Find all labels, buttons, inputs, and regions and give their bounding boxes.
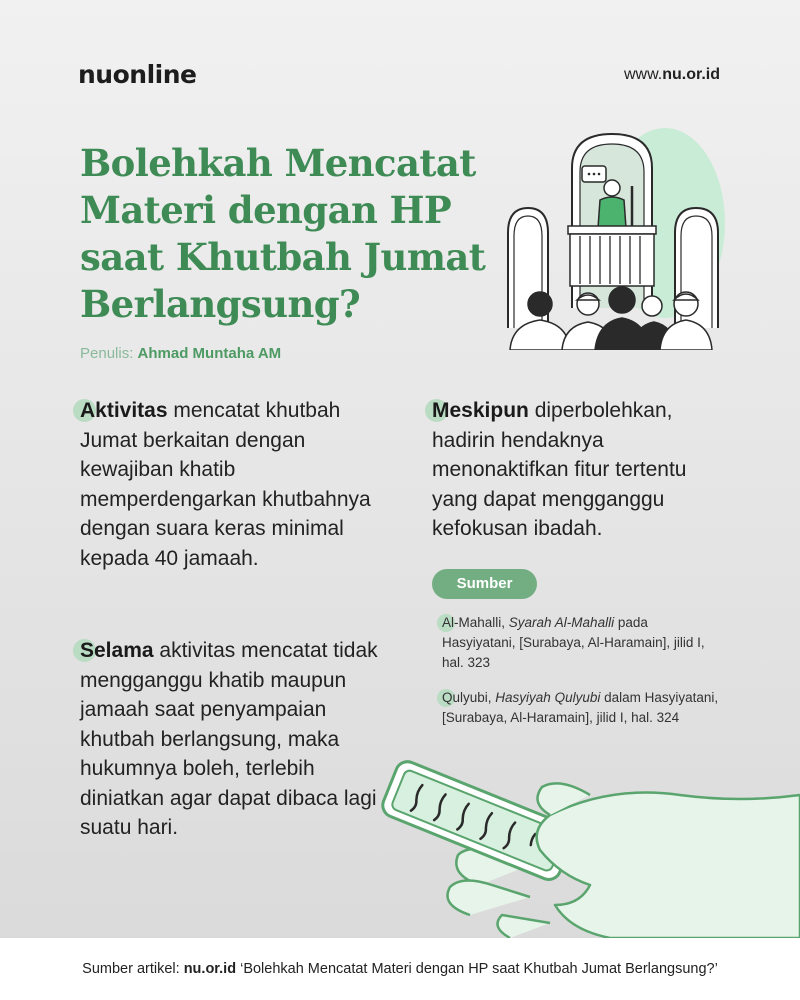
footer-label: Sumber artikel: [82,961,180,977]
footer-source [0,938,800,1000]
source-item [442,613,722,673]
paragraph-advice [432,396,732,544]
site-url-domain: nu.or.id [662,66,720,83]
page-title: Bolehkah Mencatat Materi dengan HP saat Khutbah Jumat Berlangsung? [80,141,486,326]
paragraph-activity [80,396,400,573]
site-url-prefix: www. [623,66,663,83]
paragraph-lead: Selama [80,639,154,662]
source-lead: Q [442,690,453,705]
source-author: ulyubi, [452,690,496,705]
paragraph-text: aktivitas mencatat tidak mengganggu khatib maupun jamaah saat penyampaian khutbah berlangsung, maka hukumnya boleh, terlebih diniatkan agar dapat dibaca lagi suatu hari. [80,639,378,839]
footer-article-title: ‘Bolehkah Mencatat Materi dengan HP saat Khutbah Jumat Berlangsung?’ [240,961,718,977]
nuonline-logo: nuonline [78,60,197,89]
source-book: Hasyiyah Qulyubi [495,690,601,705]
source-author: -Mahalli, [454,615,509,630]
khutbah-illustration [500,128,725,350]
author-label: Penulis: [80,345,134,362]
paragraph-text: mencatat khutbah Jumat berkaitan dengan kewajiban khatib memperdengarkan khutbahnya dengan suara keras minimal kepada 40 jamaah. [80,399,371,570]
source-book: Syarah Al-Mahalli [508,615,615,630]
paragraph-condition [80,636,380,843]
source-detail: dalam Hasyiyatani, [Surabaya, Al-Haramain], jilid I, hal. 324 [442,690,719,725]
source-lead: Al [442,615,455,630]
author-name: Ahmad Muntaha AM [137,345,282,362]
phone-hand-illustration [380,755,800,938]
source-item [442,688,722,728]
paragraph-text: diperbolehkan, hadirin hendaknya menonaktifkan fitur tertentu yang dapat mengganggu kefokusan ibadah. [432,399,687,540]
author-line [80,345,281,362]
footer-site[interactable]: nu.or.id [183,961,237,977]
source-detail: pada Hasyiyatani, [Surabaya, Al-Haramain], jilid I, hal. 323 [442,615,705,670]
paragraph-lead: Aktivitas [80,399,168,422]
sources-badge: Sumber [432,569,537,599]
paragraph-lead: Meskipun [432,399,529,422]
site-url[interactable] [624,66,720,84]
